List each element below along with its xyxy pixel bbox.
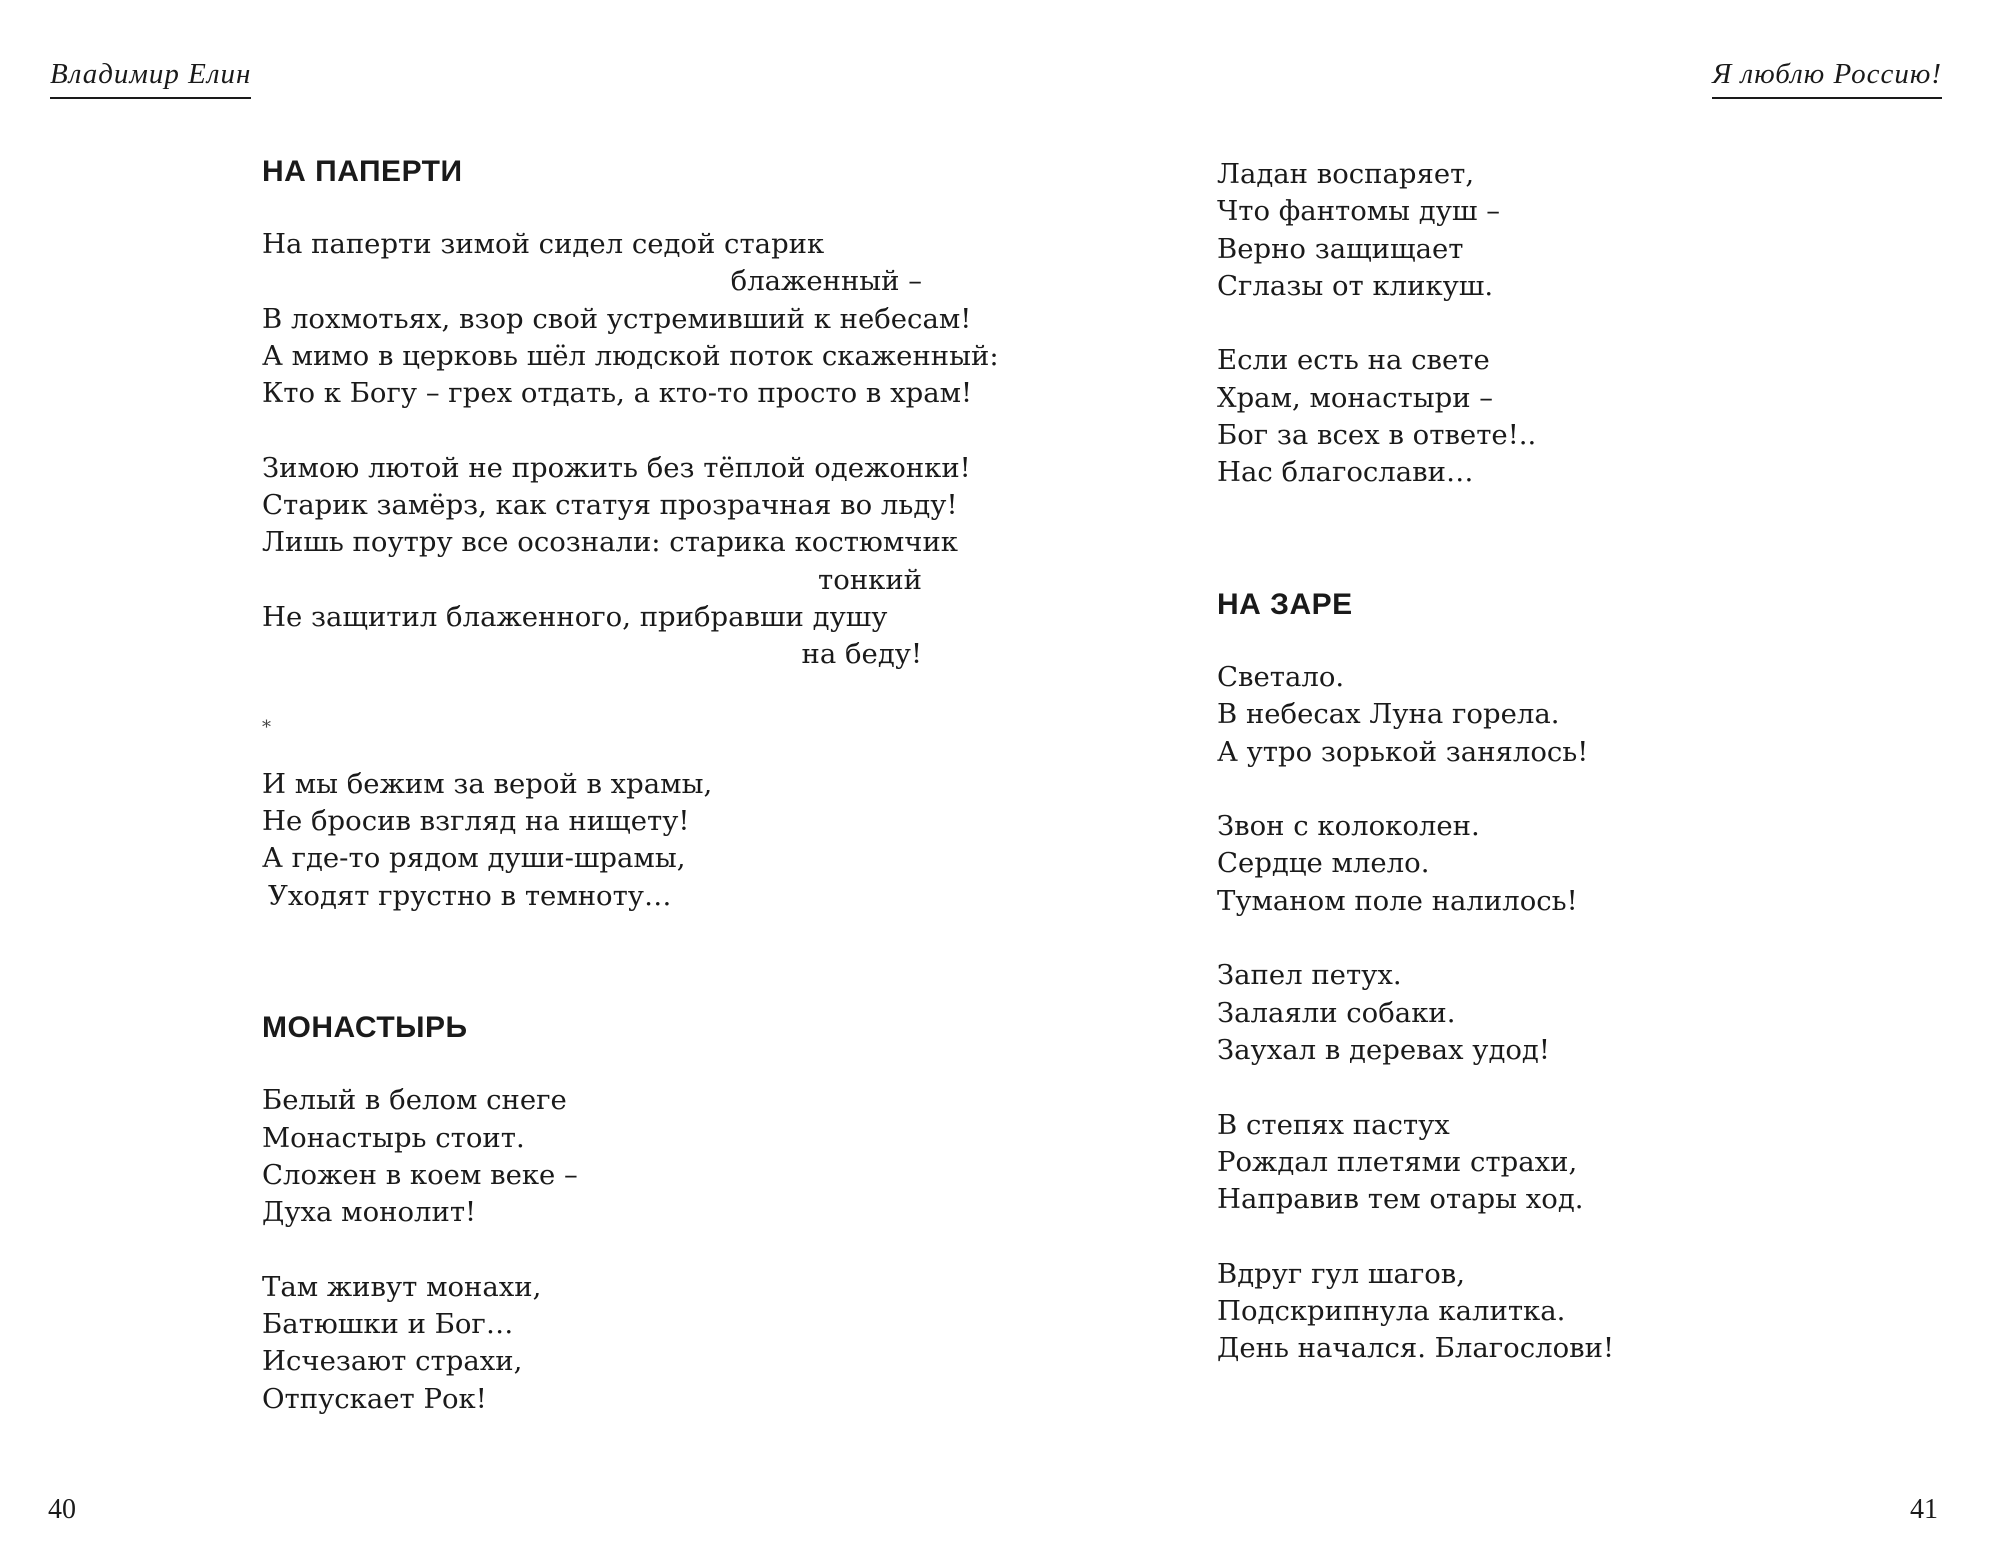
stanza [1217,659,1877,771]
page-number-left: 40 [48,1494,76,1525]
verse-line: В степях пастух [1217,1108,1450,1141]
page-number-right: 41 [1910,1494,1938,1525]
verse-line: Не защитил блаженного, прибравши душу [262,600,888,633]
poem-title-na-paperti: НА ПАПЕРТИ [262,155,463,188]
verse-line: Зимою лютой не прожить без тёплой одежонки! [262,451,971,484]
running-head-author: Владимир Елин [50,58,251,99]
verse-line: Сложен в коем веке – [262,1158,578,1191]
verse-line: Направив тем отары ход. [1217,1183,1584,1216]
section-spacer [1217,529,1877,585]
verse-line: Залаяли собаки. [1217,996,1456,1029]
verse-line: День начался. Благослови! [1217,1332,1615,1365]
verse-line: В лохмотьях, взор свой устремивший к небесам! [262,302,972,335]
verse-line: Нас благослави… [1217,456,1474,489]
verse-line: А мимо в церковь шёл людской поток скаженный: [262,339,999,372]
stanza [1217,1256,1877,1368]
verse-line: Там живут монахи, [262,1270,542,1303]
verse-line: А где-то рядом души-шрамы, [262,842,686,875]
verse-line: Заухал в деревах удод! [1217,1033,1550,1066]
verse-line-runover: на беду! [801,638,922,671]
verse-line: На паперти зимой сидел седой старик [262,228,825,260]
stanza [1217,808,1877,920]
verse-line: Если есть на свете [1217,344,1490,377]
running-head-book-title: Я люблю Россию! [1712,58,1942,99]
verse-line: Светало. [1217,660,1345,693]
asterisk-separator: * [262,716,271,738]
verse-line: Бог за всех в ответе!.. [1217,419,1537,452]
verse-line: Не бросив взгляд на нищету! [262,805,690,838]
stanza [262,226,999,412]
verse-line: Уходят грустно в темноту… [268,879,672,912]
stanza [262,1082,922,1231]
verse-line: Храм, монастыри – [1217,381,1494,414]
verse-line-runover: тонкий [818,563,922,596]
stanza [262,450,971,674]
verse-line: В небесах Луна горела. [1217,698,1560,731]
section-spacer [262,952,922,1008]
verse-line: Ладан воспаряет, [1217,158,1475,190]
verse-line-runover: блаженный – [730,265,922,298]
right-page-column [1217,156,1877,1368]
verse-line: Звон с колоколен. [1217,810,1480,843]
verse-line: Монастырь стоит. [262,1121,525,1154]
verse-line: Кто к Богу – грех отдать, а кто-то просто в храм! [262,377,973,410]
verse-line: Батюшки и Бог… [262,1308,514,1341]
stanza [1217,957,1877,1069]
stanza [1217,156,1877,305]
poem-title-monastyr: МОНАСТЫРЬ [262,1011,468,1045]
verse-line: Духа монолит! [262,1196,477,1229]
verse-line: Туманом поле налилось! [1217,884,1578,917]
verse-line: Рождал плетями страхи, [1217,1145,1578,1178]
verse-line: Вдруг гул шагов, [1217,1257,1466,1290]
left-page-column [262,152,999,1418]
poem-title-na-zare: НА ЗАРЕ [1217,587,1353,621]
stanza [1217,1107,1877,1219]
stanza [262,1269,922,1418]
verse-line: Старик замёрз, как статуя прозрачная во льду! [262,489,958,522]
verse-line: Сердце млело. [1217,847,1430,880]
verse-line: Подскрипнула калитка. [1217,1295,1566,1328]
verse-line: И мы бежим за верой в храмы, [262,767,713,800]
verse-line: Что фантомы душ – [1217,195,1500,228]
verse-line: А утро зорькой занялось! [1217,735,1589,768]
verse-line: Запел петух. [1217,959,1402,992]
verse-line: Верно защищает [1217,232,1464,265]
verse-line: Отпускает Рок! [262,1382,487,1415]
verse-line: Сглазы от кликуш. [1217,269,1494,302]
stanza [262,766,922,915]
verse-line: Лишь поутру все осознали: старика костюмчик [262,526,958,559]
stanza [1217,342,1877,491]
verse-line: Исчезают страхи, [262,1345,523,1378]
verse-line: Белый в белом снеге [262,1084,567,1117]
